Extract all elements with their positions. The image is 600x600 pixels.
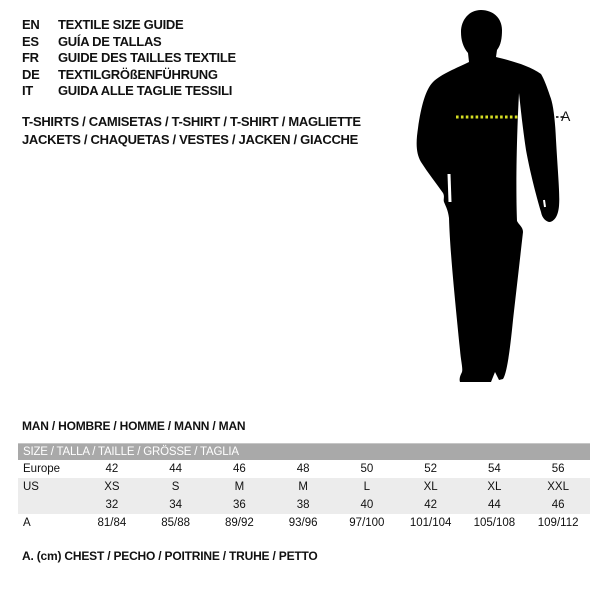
size-cell: 89/92 [224, 517, 254, 529]
language-title: TEXTILE SIZE GUIDE [58, 17, 184, 32]
garment-categories [22, 113, 361, 148]
language-code: ES [22, 33, 39, 49]
table-row-us [18, 478, 590, 496]
language-row [22, 17, 236, 34]
section-title-man: MAN / HOMBRE / HOMME / MANN / MAN [22, 419, 246, 433]
size-cell: XL [423, 481, 438, 493]
garment-line-tshirts: T-SHIRTS / CAMISETAS / T-SHIRT / T-SHIRT / MAGLIETTE [22, 114, 361, 129]
size-cell: 40 [360, 499, 374, 511]
size-cell: 50 [360, 463, 374, 475]
table-row-europe [18, 460, 590, 478]
language-row [22, 50, 236, 67]
man-silhouette-svg [405, 0, 575, 390]
hand-detail-line [544, 200, 545, 207]
language-row [22, 67, 236, 84]
size-cell: S [171, 481, 180, 493]
language-code: DE [22, 66, 40, 82]
size-cell: 54 [487, 463, 501, 475]
size-cell: 44 [487, 499, 501, 511]
size-cell: 36 [232, 499, 246, 511]
size-cell: 42 [424, 499, 438, 511]
measurement-footnote: A. (cm) CHEST / PECHO / POITRINE / TRUHE / PETTO [22, 549, 318, 563]
pocket-gap-line [449, 174, 450, 202]
man-silhouette [417, 10, 560, 382]
garment-line-jackets: JACKETS / CHAQUETAS / VESTES / JACKEN / GIACCHE [22, 131, 358, 147]
size-cell: 81/84 [97, 517, 127, 529]
size-cell: 46 [232, 463, 246, 475]
size-cell: M [234, 481, 245, 493]
size-cell: 46 [551, 499, 565, 511]
size-cell: XS [104, 481, 120, 493]
language-title: GUIDE DES TAILLES TEXTILE [58, 50, 236, 65]
size-cell: 109/112 [537, 517, 579, 529]
language-list [22, 17, 236, 100]
language-title: GUÍA DE TALLAS [58, 33, 162, 49]
language-code: FR [22, 50, 39, 65]
size-cell: 97/100 [349, 517, 385, 529]
size-cell: 105/108 [473, 517, 516, 529]
size-cell: L [363, 481, 371, 493]
size-cell: 44 [169, 463, 183, 475]
language-title: TEXTILGRÖßENFÜHRUNG [58, 66, 218, 82]
size-cell: M [298, 481, 308, 493]
language-code: IT [22, 83, 33, 98]
size-cell: 56 [551, 463, 565, 475]
size-cell: XL [487, 481, 502, 493]
size-cell: 52 [424, 463, 438, 475]
language-row [22, 34, 236, 51]
size-cell: 34 [169, 499, 183, 511]
row-label: A [23, 517, 31, 529]
size-cell: 32 [105, 499, 119, 511]
table-row-chest-cm [18, 514, 590, 532]
size-cell: 38 [296, 499, 310, 511]
table-row-us-numeric [18, 496, 590, 514]
size-table [18, 443, 590, 532]
row-label: Europe [23, 463, 61, 475]
size-cell: 85/88 [161, 517, 191, 529]
size-table-header: SIZE / TALLA / TAILLE / GRÖSSE / TAGLIA [18, 443, 590, 460]
language-title: GUIDA ALLE TAGLIE TESSILI [58, 83, 233, 98]
row-label [18, 496, 80, 514]
size-cell: 48 [296, 463, 310, 475]
size-cell: 93/96 [288, 517, 318, 529]
size-cell: 42 [105, 463, 119, 475]
size-cell: XXL [547, 481, 569, 493]
language-code: EN [22, 17, 40, 32]
row-label: US [23, 481, 39, 493]
measurement-a-label: A [561, 108, 571, 124]
size-cell: 101/104 [409, 517, 452, 529]
language-row [22, 83, 236, 100]
